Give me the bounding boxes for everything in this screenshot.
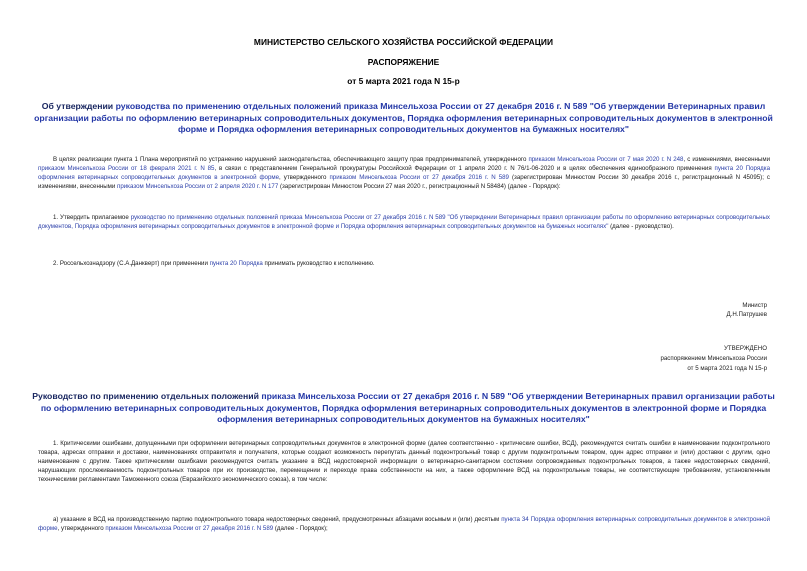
signature-name: Д.Н.Патрушев [726,311,767,318]
approval-date: от 5 марта 2021 года N 15-р [687,365,767,372]
intro-paragraph [38,156,770,192]
intro-text-4: , утвержденного [279,173,330,181]
guide-item-a [38,516,770,534]
guide-item-1: 1. Критическими ошибками, допущенными при оформлении ветеринарных сопроводительных документов в электронной форме (далее соответственно - критические ошибки, ВСД), рекомендуется считать ошибки в наименовании подконтрольного товара, адресах отправки и доставки, наименованиях отправителя и получателя, которые создают возможность перепутать данный подконтрольный товар с другим подконтрольным товаром, один адрес отправки и (или) доставки с другим, одно наименование с другим. Также критическими ошибками рекомендуется считать указание в ВСД недостоверной информации о ветеринарно-санитарном состоянии сопровождаемых подконтрольных товаров, а также недостоверных сведений, нарушающих прослеживаемость подконтрольных товаров при их производстве, перемещении и переходе права собственности на них, а также оформление ВСД на подконтрольные товары, не соответствующие требованиям, установленным техническими регламентами Таможенного союза (Евразийского экономического союза), в том числе: [38,440,770,483]
item-2-link-point-20[interactable]: пункта 20 Порядка [209,260,263,267]
item-1-text-2: (далее - руководство). [608,222,674,230]
item-2-text-2: принимать руководство к исполнению. [262,260,375,267]
item-1-link-guide[interactable]: руководство по применению отдельных положений приказа Минсельхоза России от 27 декабря 2016 г. N 589 "Об утверждении Ветеринарных правил организации работы по оформлению ветеринарных сопроводительных документов, Порядка оформления ветеринарных сопроводительных документов в электронной форме и Порядка оформления ветеринарных сопроводительных документов на бумажных носителях" [38,214,771,230]
signature-position: Министр [742,302,767,309]
guide-a-link-order-589[interactable]: приказом Минсельхоза России от 27 декабря 2016 г. N 589 [105,524,274,532]
guide-a-link-point-34[interactable]: пункта 34 Порядка оформления ветеринарных сопроводительных документов в электронной форме [38,516,770,532]
intro-text-2: , с изменениями, внесенными [683,156,770,163]
guide-a-text-2: , утвержденного [57,524,106,532]
intro-link-order-85[interactable]: приказом Минсельхоза России от 18 февраля 2021 г. N 85 [38,164,215,172]
item-1-text-1: 1. Утвердить прилагаемое [53,214,131,221]
title-link[interactable]: руководства по применению отдельных положений приказа Минсельхоза России от 27 декабря 2016 г. N 589 "Об утверждении Ветеринарных правил организации работы по оформлению ветеринарных сопроводительных документов, Порядка оформления ветеринарных сопроводительных документов в электронной форме и Порядка оформления ветеринарных сопроводительных документов на бумажных носителях" [34,101,773,134]
intro-text-5: (зарегистрирован Минюстом России 30 декабря 2016 г., регистрационный N 45095); с изменениями, внесенными [38,173,770,190]
guide-title [30,391,777,426]
intro-link-order-177[interactable]: приказом Минсельхоза России от 2 апреля 2020 г. N 177 [117,182,279,190]
guide-title-prefix: Руководство по применению отдельных положений [32,391,262,401]
document-title [30,101,777,136]
document-type: РАСПОРЯЖЕНИЕ [367,57,440,67]
approval-by: распоряжением Минсельхоза России [660,355,767,362]
item-1-paragraph [38,214,770,232]
intro-link-point-20[interactable]: пункта 20 Порядка оформления ветеринарных сопроводительных документов в электронной форме [38,164,770,181]
guide-a-text-1: а) указание в ВСД на производственную партию подконтрольного товара недостоверных сведений, предусмотренных абзацами восьмым и (или) десятым [53,516,502,523]
approval-block [660,344,767,374]
item-2-paragraph [38,260,770,269]
intro-text-3: , в связи с представлением Генеральной прокуратуры Российской Федерации от 1 апреля 2020 г. N 76/1-06-2020 и в целях обеспечения единообразного применения [214,164,715,172]
intro-link-order-248[interactable]: приказом Минсельхоза России от 7 мая 2020 г. N 248 [528,156,684,163]
intro-text-1: В целях реализации пункта 1 Плана мероприятий по устранению нарушений законодательства, обеспечивающего защиту прав предпринимателей, утвержденного [53,156,529,163]
guide-a-text-3: (далее - Порядок); [273,524,328,532]
item-2-text-1: 2. Россельхознадзору (С.А.Данкверт) при применении [53,260,210,267]
document-date: от 5 марта 2021 года N 15-р [347,76,460,86]
title-prefix: Об утверждении [41,101,116,111]
guide-title-link[interactable]: приказа Минсельхоза России от 27 декабря 2016 г. N 589 "Об утверждении Ветеринарных правил организации работы по оформлению ветеринарных сопроводительных документов, Порядка оформления ветеринарных сопроводительных документов в электронной форме и Порядка оформления ветеринарных сопроводительных документов на бумажных носителях" [40,391,775,424]
intro-link-order-589[interactable]: приказом Минсельхоза России от 27 декабря 2016 г. N 589 [329,173,509,181]
ministry-heading: МИНИСТЕРСТВО СЕЛЬСКОГО ХОЗЯЙСТВА РОССИЙСКОЙ ФЕДЕРАЦИИ [253,37,554,47]
signature-block [726,301,767,319]
approval-label: УТВЕРЖДЕНО [723,345,767,352]
intro-text-6: (зарегистрирован Минюстом России 27 мая 2020 г., регистрационный N 58484) (далее - Порядок): [278,182,561,190]
